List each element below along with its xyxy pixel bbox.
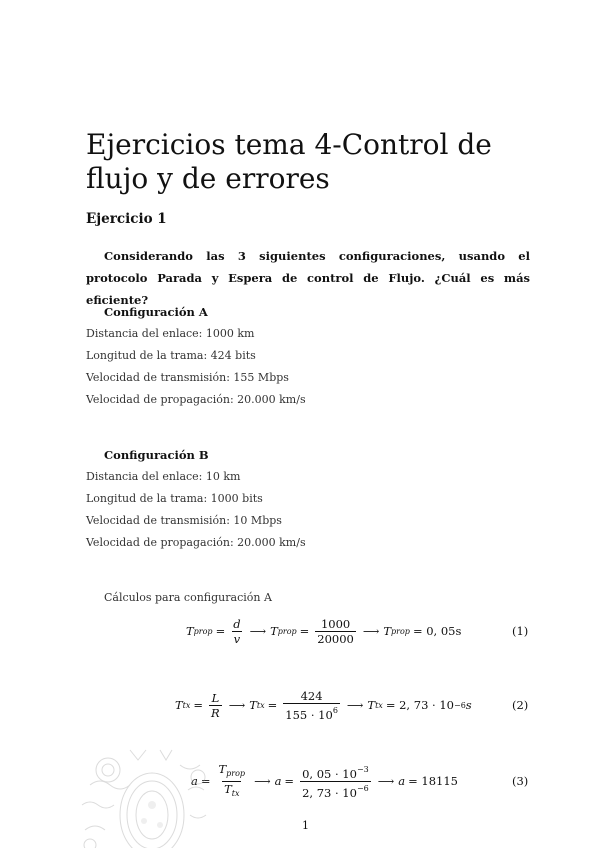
eq2-mid-var: T [249, 698, 257, 712]
eq3-fraction-1 [217, 762, 248, 801]
eq3-f1-den-var: T [224, 781, 232, 796]
eq3-lhs-var: a [191, 774, 198, 788]
eq3-res-var: a [398, 774, 406, 788]
intro-paragraph: Considerando las 3 siguientes configuraciones, usando el protocolo Parada y Espera de control de Flujo. ¿Cuál es más eficiente? [86, 249, 530, 307]
eq1-fraction-1 [231, 617, 242, 646]
config-a-line: Velocidad de transmisión: 155 Mbps [86, 371, 289, 384]
eq1-mid-sub: prop [277, 626, 297, 636]
arrow-icon: ⟶ [377, 774, 395, 788]
config-a-line: Velocidad de propagación: 20.000 km/s [86, 393, 306, 406]
arrow-icon: ⟶ [254, 774, 271, 788]
equation-number: (3) [512, 774, 529, 788]
calc-intro: Cálculos para configuración A [104, 591, 272, 604]
eq2-f2-den-exp: 6 [332, 705, 338, 715]
eq2-f2-den-base: 155 · 10 [285, 707, 333, 722]
eq1-f2-den: 20000 [317, 631, 354, 646]
eq3-f1-num [217, 762, 248, 781]
config-b-line: Velocidad de transmisión: 10 Mbps [86, 514, 282, 527]
equation-1: T prop = $\frac{d}{v}$ ⟶ T prop = $\frac{1000}{20000}$ ⟶ T prop = 0, 05s [186, 616, 462, 646]
eq1-result: = 0, 05s [412, 624, 462, 638]
arrow-icon: ⟶ [249, 624, 267, 638]
eq1-lhs-var: T [186, 624, 194, 638]
eq1-lhs-sub: prop [193, 626, 213, 636]
eq1-res-var: T [383, 624, 392, 638]
arrow-icon: ⟶ [346, 698, 364, 712]
eq3-result: = 18115 [408, 774, 458, 788]
eq3-f2-den [300, 781, 371, 800]
eq2-mid-sub: tx [256, 700, 265, 710]
eq1-f1-den: v [233, 631, 241, 646]
eq2-result-base: = 2, 73 · 10 [385, 698, 454, 712]
eq2-f2-den [283, 703, 340, 722]
eq3-mid-var: a [274, 774, 282, 788]
eq1-res-sub: prop [391, 626, 410, 636]
watermark-seal-icon [70, 745, 220, 848]
eq3-f2-num-exp: −3 [356, 764, 369, 774]
eq2-lhs-var: T [175, 698, 183, 712]
config-b-line: Velocidad de propagación: 20.000 km/s [86, 536, 306, 549]
exercise-heading: Ejercicio 1 [86, 211, 167, 227]
eq1-mid-var: T [270, 624, 278, 638]
config-b-line: Longitud de la trama: 1000 bits [86, 492, 263, 505]
page-title: Ejercicios tema 4-Control de flujo y de errores [86, 128, 492, 195]
eq3-f2-den-exp: −6 [356, 783, 369, 793]
config-a-line: Distancia del enlace: 1000 km [86, 327, 255, 340]
eq3-f2-num [300, 763, 371, 781]
config-b-line: Distancia del enlace: 10 km [86, 470, 241, 483]
eq2-fraction-2 [283, 689, 340, 722]
eq2-f2-num: 424 [300, 688, 323, 703]
eq2-lhs-sub: tx [182, 700, 191, 710]
eq2-result-exp: −6 [453, 700, 466, 710]
eq3-f2-num-base: 0, 05 · 10 [302, 766, 357, 781]
equation-2: T tx = $\frac{L}{R}$ ⟶ T tx = $\frac{424}{155 \cdot 10^6}$ ⟶ T tx = 2, 73 · 10 −6 s [175, 688, 472, 722]
config-a-line: Longitud de la trama: 424 bits [86, 349, 256, 362]
equation-3: a = $\frac{T_{prop}}{T_{tx}}$ ⟶ a = $\frac{0, 05 \cdot 10^{-3}}{2, 73 \cdot 10^{-6}}$ ⟶ a = 18115 [191, 761, 458, 800]
eq3-f1-den-sub: tx [231, 788, 240, 798]
eq2-result-unit: s [465, 698, 472, 712]
equation-number: (2) [512, 698, 529, 712]
eq3-f1-num-sub: prop [226, 768, 246, 778]
eq1-fraction-2 [315, 617, 356, 646]
arrow-icon: ⟶ [362, 624, 380, 638]
eq3-fraction-2 [300, 763, 371, 800]
config-b-heading: Configuración B [104, 448, 209, 462]
eq3-f2-den-base: 2, 73 · 10 [302, 785, 357, 800]
eq2-res-sub: tx [375, 700, 383, 710]
eq1-f1-num: d [233, 616, 241, 631]
eq2-f1-den: R [211, 705, 220, 720]
eq3-f1-den [222, 781, 241, 801]
eq1-f2-num: 1000 [320, 616, 351, 631]
equation-number: (1) [512, 624, 529, 638]
eq2-res-var: T [367, 698, 376, 712]
config-a-heading: Configuración A [104, 305, 208, 319]
eq3-f1-num-var: T [218, 761, 227, 776]
eq2-fraction-1 [209, 691, 222, 720]
arrow-icon: ⟶ [228, 698, 246, 712]
eq2-f1-num: L [211, 690, 220, 705]
page-number: 1 [302, 819, 309, 832]
